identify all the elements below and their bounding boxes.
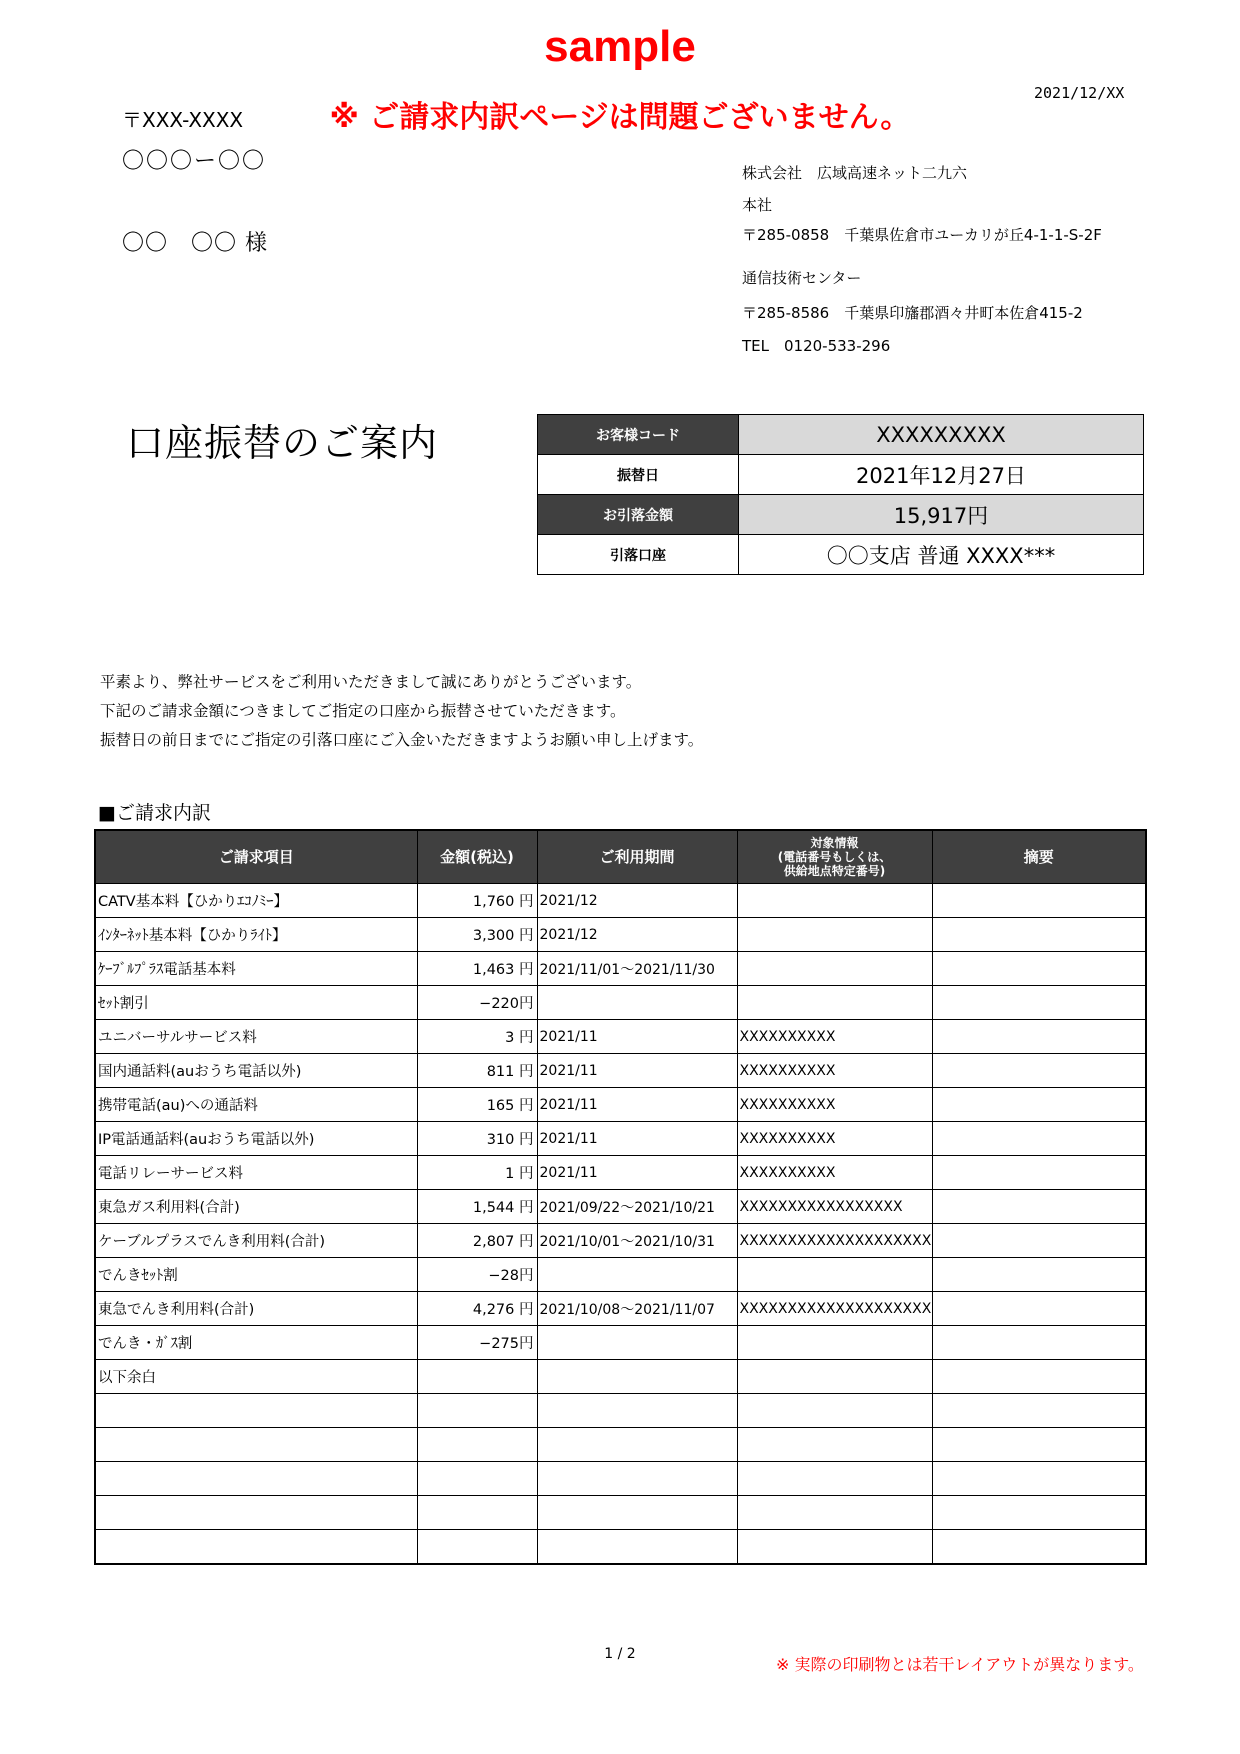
cell-amount: [417, 1428, 537, 1462]
cell-amount: 811 円: [417, 1054, 537, 1088]
cell-item: CATV基本料【ひかりｴｺﾉﾐｰ】: [95, 884, 417, 918]
table-row: [95, 1190, 1146, 1224]
cell-info: [737, 1394, 932, 1428]
center-label: 通信技術センター: [742, 269, 862, 287]
table-body: [95, 884, 1146, 1565]
company-tel: TEL 0120-533-296: [742, 337, 891, 355]
cell-info: XXXXXXXXXX: [737, 1088, 932, 1122]
cell-period: 2021/11: [537, 1122, 737, 1156]
cell-item: ｲﾝﾀｰﾈｯﾄ基本料【ひかりﾗｲﾄ】: [95, 918, 417, 952]
cell-amount: 165 円: [417, 1088, 537, 1122]
cell-period: 2021/12: [537, 918, 737, 952]
table-row: [95, 1394, 1146, 1428]
cell-note: [932, 1020, 1146, 1054]
table-row: [95, 884, 1146, 918]
header-info: [737, 830, 932, 884]
cell-item: 東急でんき利用料(合計): [95, 1292, 417, 1326]
cell-amount: 3 円: [417, 1020, 537, 1054]
message-line: 下記のご請求金額につきましてご指定の口座から振替させていただきます。: [100, 702, 626, 720]
table-row: [95, 1156, 1146, 1190]
cell-info: XXXXXXXXXX: [737, 1156, 932, 1190]
table-row: [95, 1360, 1146, 1394]
cell-note: [932, 1496, 1146, 1530]
cell-period: [537, 1258, 737, 1292]
cell-period: 2021/12: [537, 884, 737, 918]
message-line: 平素より、弊社サービスをご利用いただきまして誠にありがとうございます。: [100, 673, 642, 691]
summary-table: [537, 414, 1144, 575]
cell-info: [737, 1360, 932, 1394]
cell-note: [932, 1462, 1146, 1496]
cell-note: [932, 1190, 1146, 1224]
cell-info: [737, 1326, 932, 1360]
table-row: [95, 986, 1146, 1020]
cell-info: [737, 918, 932, 952]
table-row: [95, 1258, 1146, 1292]
cell-period: 2021/11: [537, 1156, 737, 1190]
cell-info: [737, 1462, 932, 1496]
center-address: 〒285-8586 千葉県印旛郡酒々井町本佐倉415-2: [742, 304, 1083, 322]
cell-amount: 3,300 円: [417, 918, 537, 952]
cell-note: [932, 1394, 1146, 1428]
section-title: ■ご請求内訳: [98, 802, 211, 824]
table-row: [95, 1224, 1146, 1258]
cell-amount: 1,544 円: [417, 1190, 537, 1224]
cell-info: [737, 986, 932, 1020]
head-office-address: 〒285-0858 千葉県佐倉市ユーカリが丘4-1-1-S-2F: [742, 226, 1102, 244]
header-info-line: 対象情報: [810, 836, 859, 850]
cell-info: XXXXXXXXXX: [737, 1122, 932, 1156]
layout-footnote: ※ 実際の印刷物とは若干レイアウトが異なります。: [776, 1655, 1144, 1674]
message-line: 振替日の前日までにご指定の引落口座にご入金いただきますようお願い申し上げます。: [100, 731, 704, 749]
cell-amount: 1 円: [417, 1156, 537, 1190]
cell-note: [932, 1258, 1146, 1292]
cell-period: [537, 1394, 737, 1428]
summary-row-amount: [538, 495, 1144, 535]
cell-period: 2021/10/08～2021/11/07: [537, 1292, 737, 1326]
header-info-line: (電話番号もしくは、: [777, 850, 892, 864]
header-note: 摘要: [932, 830, 1146, 884]
cell-note: [932, 1326, 1146, 1360]
cell-period: [537, 986, 737, 1020]
recipient-postal: 〒XXX-XXXX: [122, 108, 244, 132]
cell-info: [737, 952, 932, 986]
summary-row-account: [538, 535, 1144, 575]
header-item: ご請求項目: [95, 830, 417, 884]
cell-period: 2021/10/01～2021/10/31: [537, 1224, 737, 1258]
cell-item: 携帯電話(au)への通話料: [95, 1088, 417, 1122]
billing-detail-table: [94, 829, 1147, 1565]
cell-period: [537, 1462, 737, 1496]
table-row: [95, 1462, 1146, 1496]
transfer-date-value: 2021年12月27日: [739, 455, 1144, 495]
cell-period: 2021/09/22～2021/10/21: [537, 1190, 737, 1224]
cell-amount: [417, 1394, 537, 1428]
cell-note: [932, 918, 1146, 952]
header-info-line: 供給地点特定番号): [783, 864, 886, 878]
cell-amount: 1,463 円: [417, 952, 537, 986]
cell-amount: −28円: [417, 1258, 537, 1292]
cell-note: [932, 1530, 1146, 1565]
cell-note: [932, 1122, 1146, 1156]
cell-period: 2021/11/01～2021/11/30: [537, 952, 737, 986]
cell-item: 東急ガス利用料(合計): [95, 1190, 417, 1224]
cell-item: でんきｾｯﾄ割: [95, 1258, 417, 1292]
cell-item: ユニバーサルサービス料: [95, 1020, 417, 1054]
cell-amount: [417, 1462, 537, 1496]
cell-item: でんき・ｶﾞｽ割: [95, 1326, 417, 1360]
cell-period: [537, 1530, 737, 1565]
table-header-row: [95, 830, 1146, 884]
cell-info: XXXXXXXXXXXXXXXXXXXX: [737, 1224, 932, 1258]
table-row: [95, 1020, 1146, 1054]
table-row: [95, 1122, 1146, 1156]
page-title: 口座振替のご案内: [126, 421, 439, 465]
header-amount: 金額(税込): [417, 830, 537, 884]
cell-item: [95, 1530, 417, 1565]
cell-note: [932, 1428, 1146, 1462]
cell-item: [95, 1496, 417, 1530]
amount-value: 15,917円: [739, 495, 1144, 535]
cell-amount: 310 円: [417, 1122, 537, 1156]
cell-amount: [417, 1530, 537, 1565]
table-row: [95, 1088, 1146, 1122]
recipient-address: 〇〇〇ー〇〇: [122, 149, 267, 174]
cell-item: ｾｯﾄ割引: [95, 986, 417, 1020]
cell-item: ケーブルプラスでんき利用料(合計): [95, 1224, 417, 1258]
cell-info: XXXXXXXXXX: [737, 1020, 932, 1054]
cell-info: [737, 884, 932, 918]
head-office-label: 本社: [742, 196, 773, 214]
table-row: [95, 1326, 1146, 1360]
cell-note: [932, 1224, 1146, 1258]
table-row: [95, 1292, 1146, 1326]
account-value: 〇〇支店 普通 XXXX***: [739, 535, 1144, 575]
customer-code-label: お客様コード: [538, 415, 739, 455]
cell-period: 2021/11: [537, 1020, 737, 1054]
cell-note: [932, 1156, 1146, 1190]
cell-item: IP電話通話料(auおうち電話以外): [95, 1122, 417, 1156]
cell-info: [737, 1258, 932, 1292]
summary-row-customer-code: [538, 415, 1144, 455]
cell-note: [932, 1360, 1146, 1394]
account-label: 引落口座: [538, 535, 739, 575]
table-row: [95, 918, 1146, 952]
cell-period: 2021/11: [537, 1088, 737, 1122]
cell-period: [537, 1360, 737, 1394]
sample-watermark: sample: [544, 22, 696, 71]
cell-item: [95, 1428, 417, 1462]
cell-note: [932, 1054, 1146, 1088]
table-row: [95, 1428, 1146, 1462]
table-row: [95, 952, 1146, 986]
cell-info: XXXXXXXXXX: [737, 1054, 932, 1088]
table-row: [95, 1530, 1146, 1565]
cell-amount: 2,807 円: [417, 1224, 537, 1258]
table-row: [95, 1054, 1146, 1088]
cell-info: [737, 1530, 932, 1565]
cell-note: [932, 986, 1146, 1020]
cell-note: [932, 1088, 1146, 1122]
cell-note: [932, 1292, 1146, 1326]
cell-amount: 4,276 円: [417, 1292, 537, 1326]
cell-period: [537, 1428, 737, 1462]
customer-code-value: XXXXXXXXX: [739, 415, 1144, 455]
recipient-name: 〇〇 〇〇 様: [122, 231, 268, 256]
summary-row-transfer-date: [538, 455, 1144, 495]
cell-info: [737, 1496, 932, 1530]
cell-item: ｹｰﾌﾞﾙﾌﾟﾗｽ電話基本料: [95, 952, 417, 986]
message-block: [100, 668, 703, 755]
cell-period: 2021/11: [537, 1054, 737, 1088]
cell-period: [537, 1326, 737, 1360]
cell-info: XXXXXXXXXXXXXXXXXXXX: [737, 1292, 932, 1326]
cell-item: [95, 1394, 417, 1428]
cell-item: [95, 1462, 417, 1496]
cell-note: [932, 884, 1146, 918]
cell-amount: −275円: [417, 1326, 537, 1360]
company-name: 株式会社 広域高速ネット二九六: [742, 164, 968, 182]
cell-amount: [417, 1496, 537, 1530]
issue-date: 2021/12/XX: [1034, 84, 1125, 102]
cell-info: XXXXXXXXXXXXXXXXX: [737, 1190, 932, 1224]
header-period: ご利用期間: [537, 830, 737, 884]
cell-item: 電話リレーサービス料: [95, 1156, 417, 1190]
cell-amount: −220円: [417, 986, 537, 1020]
cell-amount: 1,760 円: [417, 884, 537, 918]
cell-item: 国内通話料(auおうち電話以外): [95, 1054, 417, 1088]
page-number: 1 / 2: [604, 1646, 636, 1662]
transfer-date-label: 振替日: [538, 455, 739, 495]
cell-item: 以下余白: [95, 1360, 417, 1394]
notice-text: ※ ご請求内訳ページは問題ございません。: [329, 100, 911, 135]
table-row: [95, 1496, 1146, 1530]
cell-note: [932, 952, 1146, 986]
cell-period: [537, 1496, 737, 1530]
amount-label: お引落金額: [538, 495, 739, 535]
cell-amount: [417, 1360, 537, 1394]
cell-info: [737, 1428, 932, 1462]
